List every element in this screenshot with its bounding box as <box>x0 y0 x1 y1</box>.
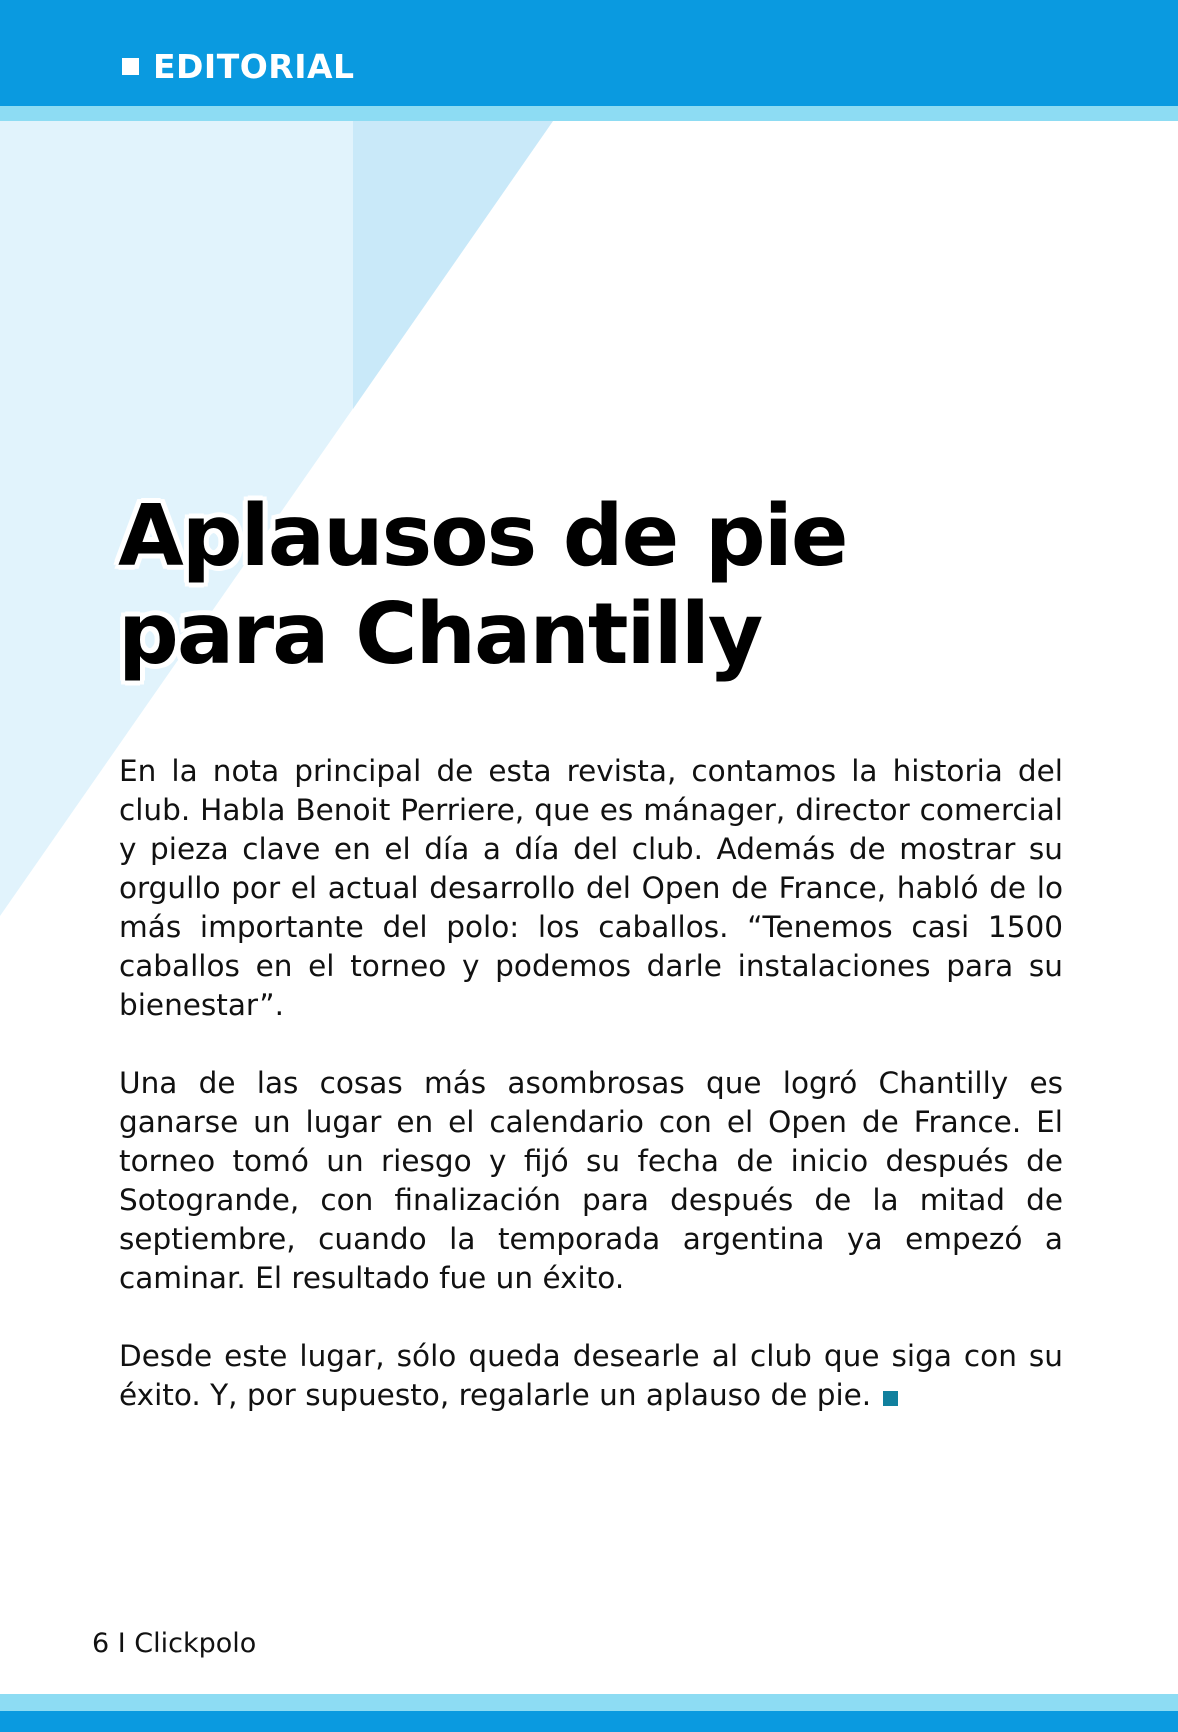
article-body <box>119 752 1063 1454</box>
footer-stripe <box>0 1694 1178 1711</box>
article-paragraph-3 <box>119 1337 1063 1415</box>
article-title <box>118 488 1098 684</box>
bg-shape-mid <box>353 121 553 409</box>
article-paragraph-1: En la nota principal de esta revista, contamos la historia del club. Habla Benoit Perriere, que es mánager, director comercial y pieza clave en el día a día del club. Además de mostrar su orgullo por el actual desarrollo del Open de France, habló de lo más importante del polo: los caballos. “Tenemos casi 1500 caballos en el torneo y podemos darle instalaciones para su bienestar”. <box>119 754 1063 1022</box>
square-bullet-icon <box>122 58 139 75</box>
article-title-line-1: Aplausos de pie <box>118 487 847 586</box>
footer-bar <box>0 1711 1178 1732</box>
header-stripe <box>0 106 1178 121</box>
article-paragraph-2: Una de las cosas más asombrosas que logró Chantilly es ganarse un lugar en el calendario con el Open de France. El torneo tomó un riesgo y fijó su fecha de inicio después de Sotogrande, con finalización para después de la mitad de septiembre, cuando la temporada argentina ya empezó a caminar. El resultado fue un éxito. <box>119 1066 1063 1295</box>
page-footer-label: 6 I Clickpolo <box>92 1628 257 1659</box>
section-label <box>122 46 355 86</box>
article-title-line-2: para Chantilly <box>118 585 762 684</box>
square-end-mark-icon <box>883 1391 898 1406</box>
section-label-text: EDITORIAL <box>153 46 355 86</box>
article-paragraph-3-text: Desde este lugar, sólo queda desearle al club que siga con su éxito. Y, por supuesto, regalarle un aplauso de pie. <box>119 1339 1063 1412</box>
